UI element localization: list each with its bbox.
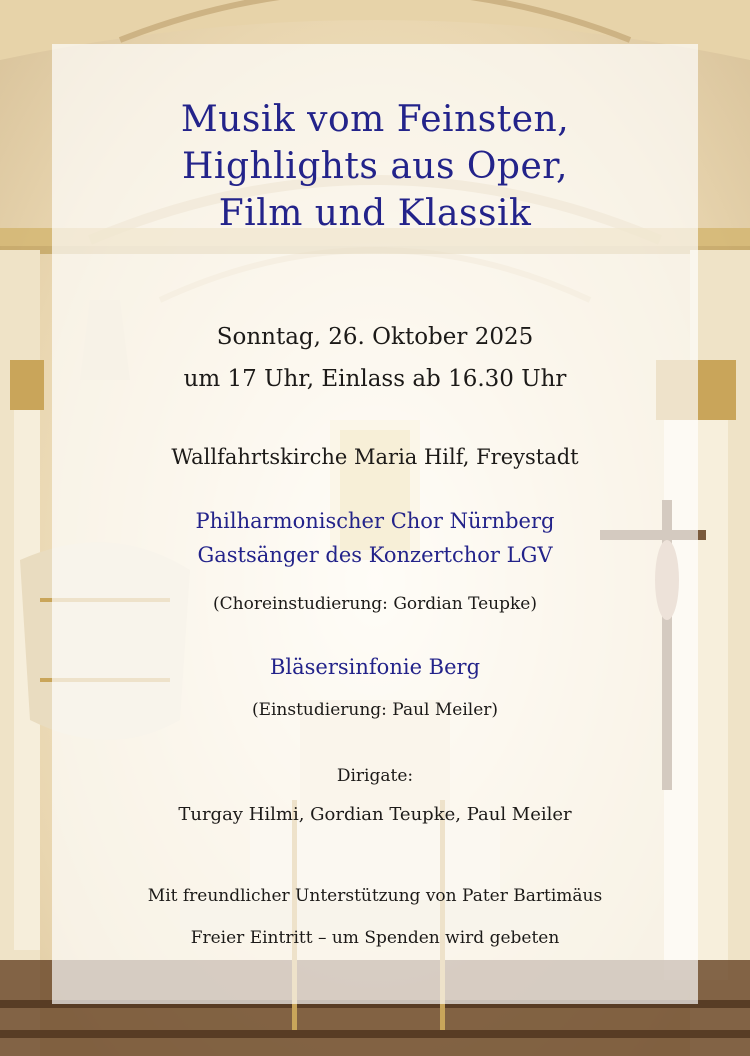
title-line-3: Film und Klassik	[218, 193, 532, 234]
support-note: Mit freundlicher Unterstützung von Pater Bartimäus	[147, 886, 603, 906]
brass-director-note: (Einstudierung: Paul Meiler)	[251, 700, 499, 720]
choir-name: Philharmonischer Chor Nürnberg	[195, 509, 555, 533]
guest-choir-name: Gastsänger des Konzertchor LGV	[197, 543, 553, 567]
event-venue: Wallfahrtskirche Maria Hilf, Freystadt	[171, 445, 579, 469]
choir-director-note: (Choreinstudierung: Gordian Teupke)	[213, 594, 537, 614]
date-time-block	[52, 316, 698, 400]
title-line-1: Musik vom Feinsten,	[180, 99, 570, 140]
conductors-list: Turgay Hilmi, Gordian Teupke, Paul Meiler	[178, 804, 572, 825]
conductors-label: Dirigate:	[336, 766, 414, 786]
brass-ensemble-name: Bläsersinfonie Berg	[269, 655, 481, 679]
title-line-2: Highlights aus Oper,	[182, 146, 568, 187]
event-time: um 17 Uhr, Einlass ab 16.30 Uhr	[183, 366, 567, 392]
event-title	[52, 96, 698, 237]
event-date: Sonntag, 26. Oktober 2025	[216, 324, 534, 350]
admission-note: Freier Eintritt – um Spenden wird gebeten	[190, 928, 560, 948]
choir-block	[52, 504, 698, 572]
